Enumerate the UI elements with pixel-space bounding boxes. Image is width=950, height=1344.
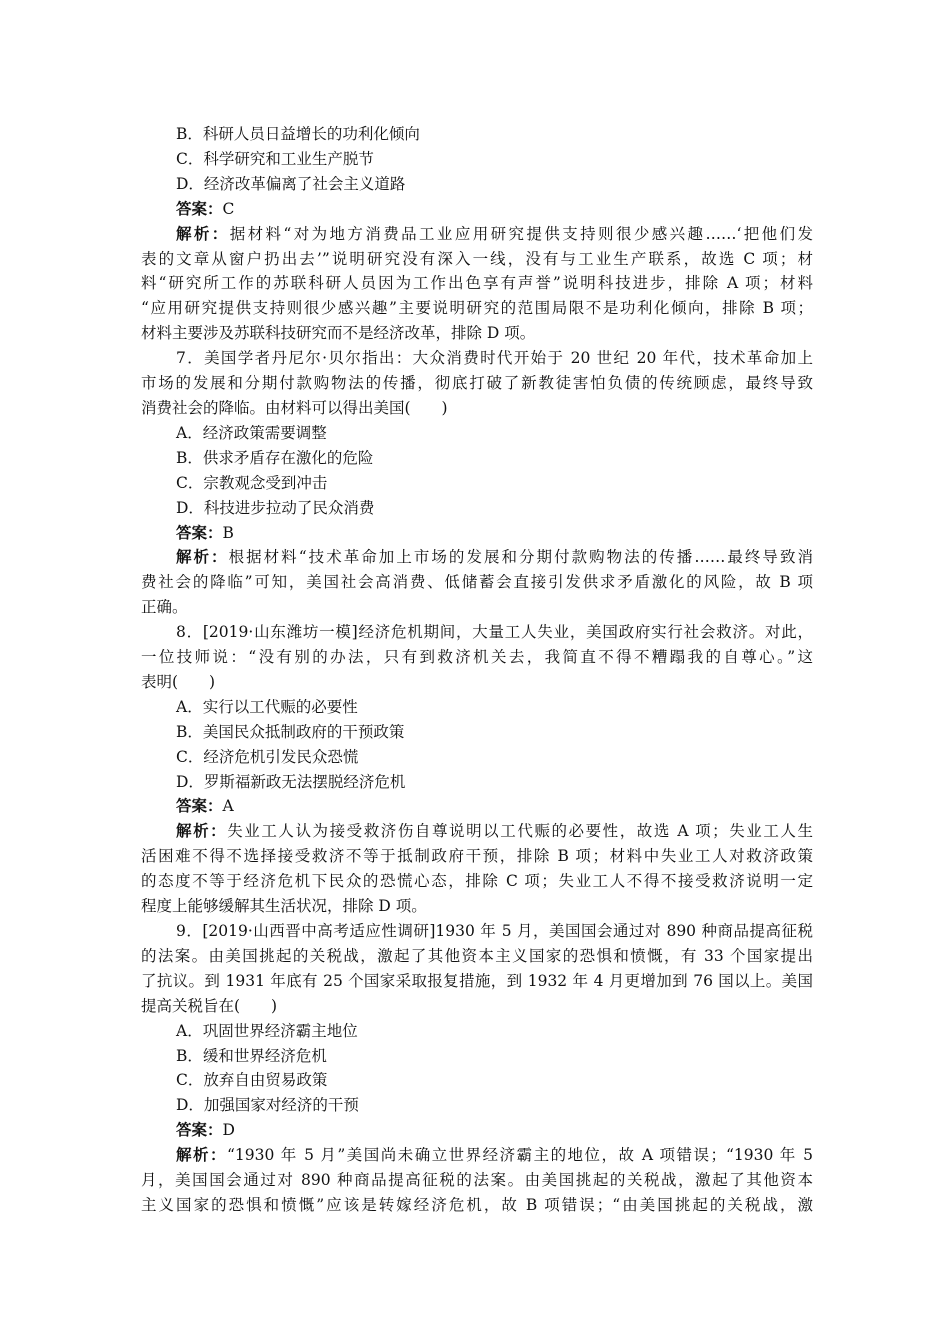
analysis-label: 解析：: [176, 223, 230, 243]
line-text: B．美国民众抵制政府的干预政策: [176, 722, 405, 741]
line-text: C．宗教观念受到冲击: [176, 473, 328, 492]
line-text: B．缓和世界经济危机: [176, 1046, 327, 1065]
analysis-label: 解析：: [176, 821, 228, 841]
text-line: [141, 321, 813, 346]
text-line: [141, 446, 813, 471]
line-text: 料“研究所工作的苏联科研人员因为工作出色享有声誉”说明科技进步，排除 A 项；材料: [141, 274, 813, 293]
line-text: A．经济政策需要调整: [176, 423, 327, 442]
line-text: 主义国家的恐惧和愤慨”应该是转嫁经济危机，故 B 项错误；“由美国挑起的关税战，激: [141, 1195, 813, 1214]
text-line: [141, 222, 813, 247]
text-line: [141, 1118, 813, 1143]
text-line: [141, 371, 813, 396]
line-text: 材料主要涉及苏联科技研究而不是经济改革，排除 D 项。: [141, 324, 536, 343]
text-line: [141, 745, 813, 770]
document-page: [141, 122, 813, 1218]
line-text: 据材料“对为地方消费品工业应用研究提供支持则很少感兴趣……‘把他们发: [229, 224, 813, 243]
answer-label: 答案：: [176, 796, 223, 816]
analysis-label: 解析：: [176, 547, 229, 567]
line-text: C: [222, 199, 235, 218]
text-line: [141, 994, 813, 1019]
text-line: [141, 147, 813, 172]
line-text: 费社会的降临”可知，美国社会高消费、低储蓄会直接引发供求矛盾激化的风险，故 B 项: [141, 573, 813, 592]
text-line: [141, 122, 813, 147]
text-line: [141, 869, 813, 894]
line-text: B．供求矛盾存在激化的危险: [176, 448, 374, 467]
line-text: D．加强国家对经济的干预: [176, 1096, 359, 1115]
answer-label: 答案：: [176, 522, 223, 542]
text-line: [141, 1068, 813, 1093]
line-text: 7．美国学者丹尼尔·贝尔指出：大众消费时代开始于 20 世纪 20 年代，技术革命加上: [176, 349, 813, 368]
line-text: 的态度不等于经济危机下民众的恐慌心态，排除 C 项；失业工人不得不接受救济说明一定: [141, 872, 813, 891]
text-line: [141, 1193, 813, 1218]
text-line: [141, 844, 813, 869]
text-line: [141, 620, 813, 645]
text-line: [141, 172, 813, 197]
text-line: [141, 670, 813, 695]
line-text: 程度上能够缓解其生活状况，排除 D 项。: [141, 897, 427, 916]
text-line: [141, 969, 813, 994]
text-line: [141, 1143, 813, 1168]
line-text: 正确。: [141, 598, 188, 617]
text-line: [141, 819, 813, 844]
line-text: 活困难不得不选择接受救济不等于抵制政府干预，排除 B 项；材料中失业工人对救济政策: [141, 847, 813, 866]
line-text: C．放弃自由贸易政策: [176, 1071, 328, 1090]
line-text: 消费社会的降临。由材料可以得出美国( ): [141, 398, 448, 417]
line-text: D: [222, 1121, 235, 1140]
line-text: 失业工人认为接受救济伤自尊说明以工代赈的必要性，故选 A 项；失业工人生: [227, 822, 813, 841]
text-line: [141, 271, 813, 296]
line-text: 的法案。由美国挑起的关税战，激起了其他资本主义国家的恐惧和愤慨，有 33 个国家提出: [141, 946, 813, 965]
line-text: D．科技进步拉动了民众消费: [176, 498, 375, 517]
line-text: 月，美国国会通过对 890 种商品提高征税的法案。由美国挑起的关税战，激起了其他资本: [141, 1171, 813, 1190]
text-line: [141, 944, 813, 969]
line-text: B: [222, 523, 234, 542]
text-line: [141, 770, 813, 795]
line-text: 一位技师说：“没有别的办法，只有到救济机关去，我简直不得不糟蹋我的自尊心。”这: [141, 648, 813, 667]
text-line: [141, 1044, 813, 1069]
line-text: A．实行以工代赈的必要性: [176, 697, 358, 716]
line-text: 了抗议。到 1931 年底有 25 个国家采取报复措施，到 1932 年 4 月更增加到 76 国以上。美国: [141, 971, 813, 990]
text-line: [141, 645, 813, 670]
text-line: [141, 1093, 813, 1118]
text-line: [141, 396, 813, 421]
text-line: [141, 496, 813, 521]
text-line: [141, 421, 813, 446]
analysis-label: 解析：: [176, 1145, 227, 1165]
line-text: A: [222, 797, 234, 816]
text-line: [141, 296, 813, 321]
text-line: [141, 521, 813, 546]
line-text: 根据材料“技术革命加上市场的发展和分期付款购物法的传播……最终导致消: [228, 548, 813, 567]
text-line: [141, 919, 813, 944]
text-line: [141, 545, 813, 570]
line-text: 8．[2019·山东潍坊一模]经济危机期间，大量工人失业，美国政府实行社会救济。对此，: [176, 623, 813, 642]
text-line: [141, 794, 813, 819]
text-line: [141, 471, 813, 496]
line-text: 表的文章从窗户扔出去’”说明研究没有深入一线，没有与工业生产联系，故选 C 项；材: [141, 249, 813, 268]
line-text: C．经济危机引发民众恐慌: [176, 747, 359, 766]
text-line: [141, 346, 813, 371]
answer-label: 答案：: [176, 198, 223, 218]
text-line: [141, 1019, 813, 1044]
text-line: [141, 695, 813, 720]
line-text: 市场的发展和分期付款购物法的传播，彻底打破了新教徒害怕负债的传统顾虑，最终导致: [141, 374, 813, 393]
line-text: D．经济改革偏离了社会主义道路: [176, 174, 406, 193]
text-line: [141, 595, 813, 620]
line-text: “应用研究提供支持则很少感兴趣”主要说明研究的范围局限不是功利化倾向，排除 B 项；: [141, 299, 813, 318]
text-line: [141, 197, 813, 222]
text-line: [141, 247, 813, 272]
text-line: [141, 894, 813, 919]
line-text: 9．[2019·山西晋中高考适应性调研]1930 年 5 月，美国国会通过对 890 种商品提高征税: [176, 922, 813, 940]
text-line: [141, 570, 813, 595]
line-text: “1930 年 5 月”美国尚未确立世界经济霸主的地位，故 A 项错误；“1930 年 5: [226, 1146, 813, 1165]
line-text: A．巩固世界经济霸主地位: [176, 1021, 358, 1040]
line-text: B．科研人员日益增长的功利化倾向: [176, 125, 420, 143]
line-text: 表明( ): [141, 672, 216, 691]
text-line: [141, 720, 813, 745]
text-line: [141, 1168, 813, 1193]
line-text: C．科学研究和工业生产脱节: [176, 149, 374, 168]
line-text: D．罗斯福新政无法摆脱经济危机: [176, 772, 406, 791]
answer-label: 答案：: [176, 1120, 223, 1140]
line-text: 提高关税旨在( ): [141, 996, 278, 1015]
